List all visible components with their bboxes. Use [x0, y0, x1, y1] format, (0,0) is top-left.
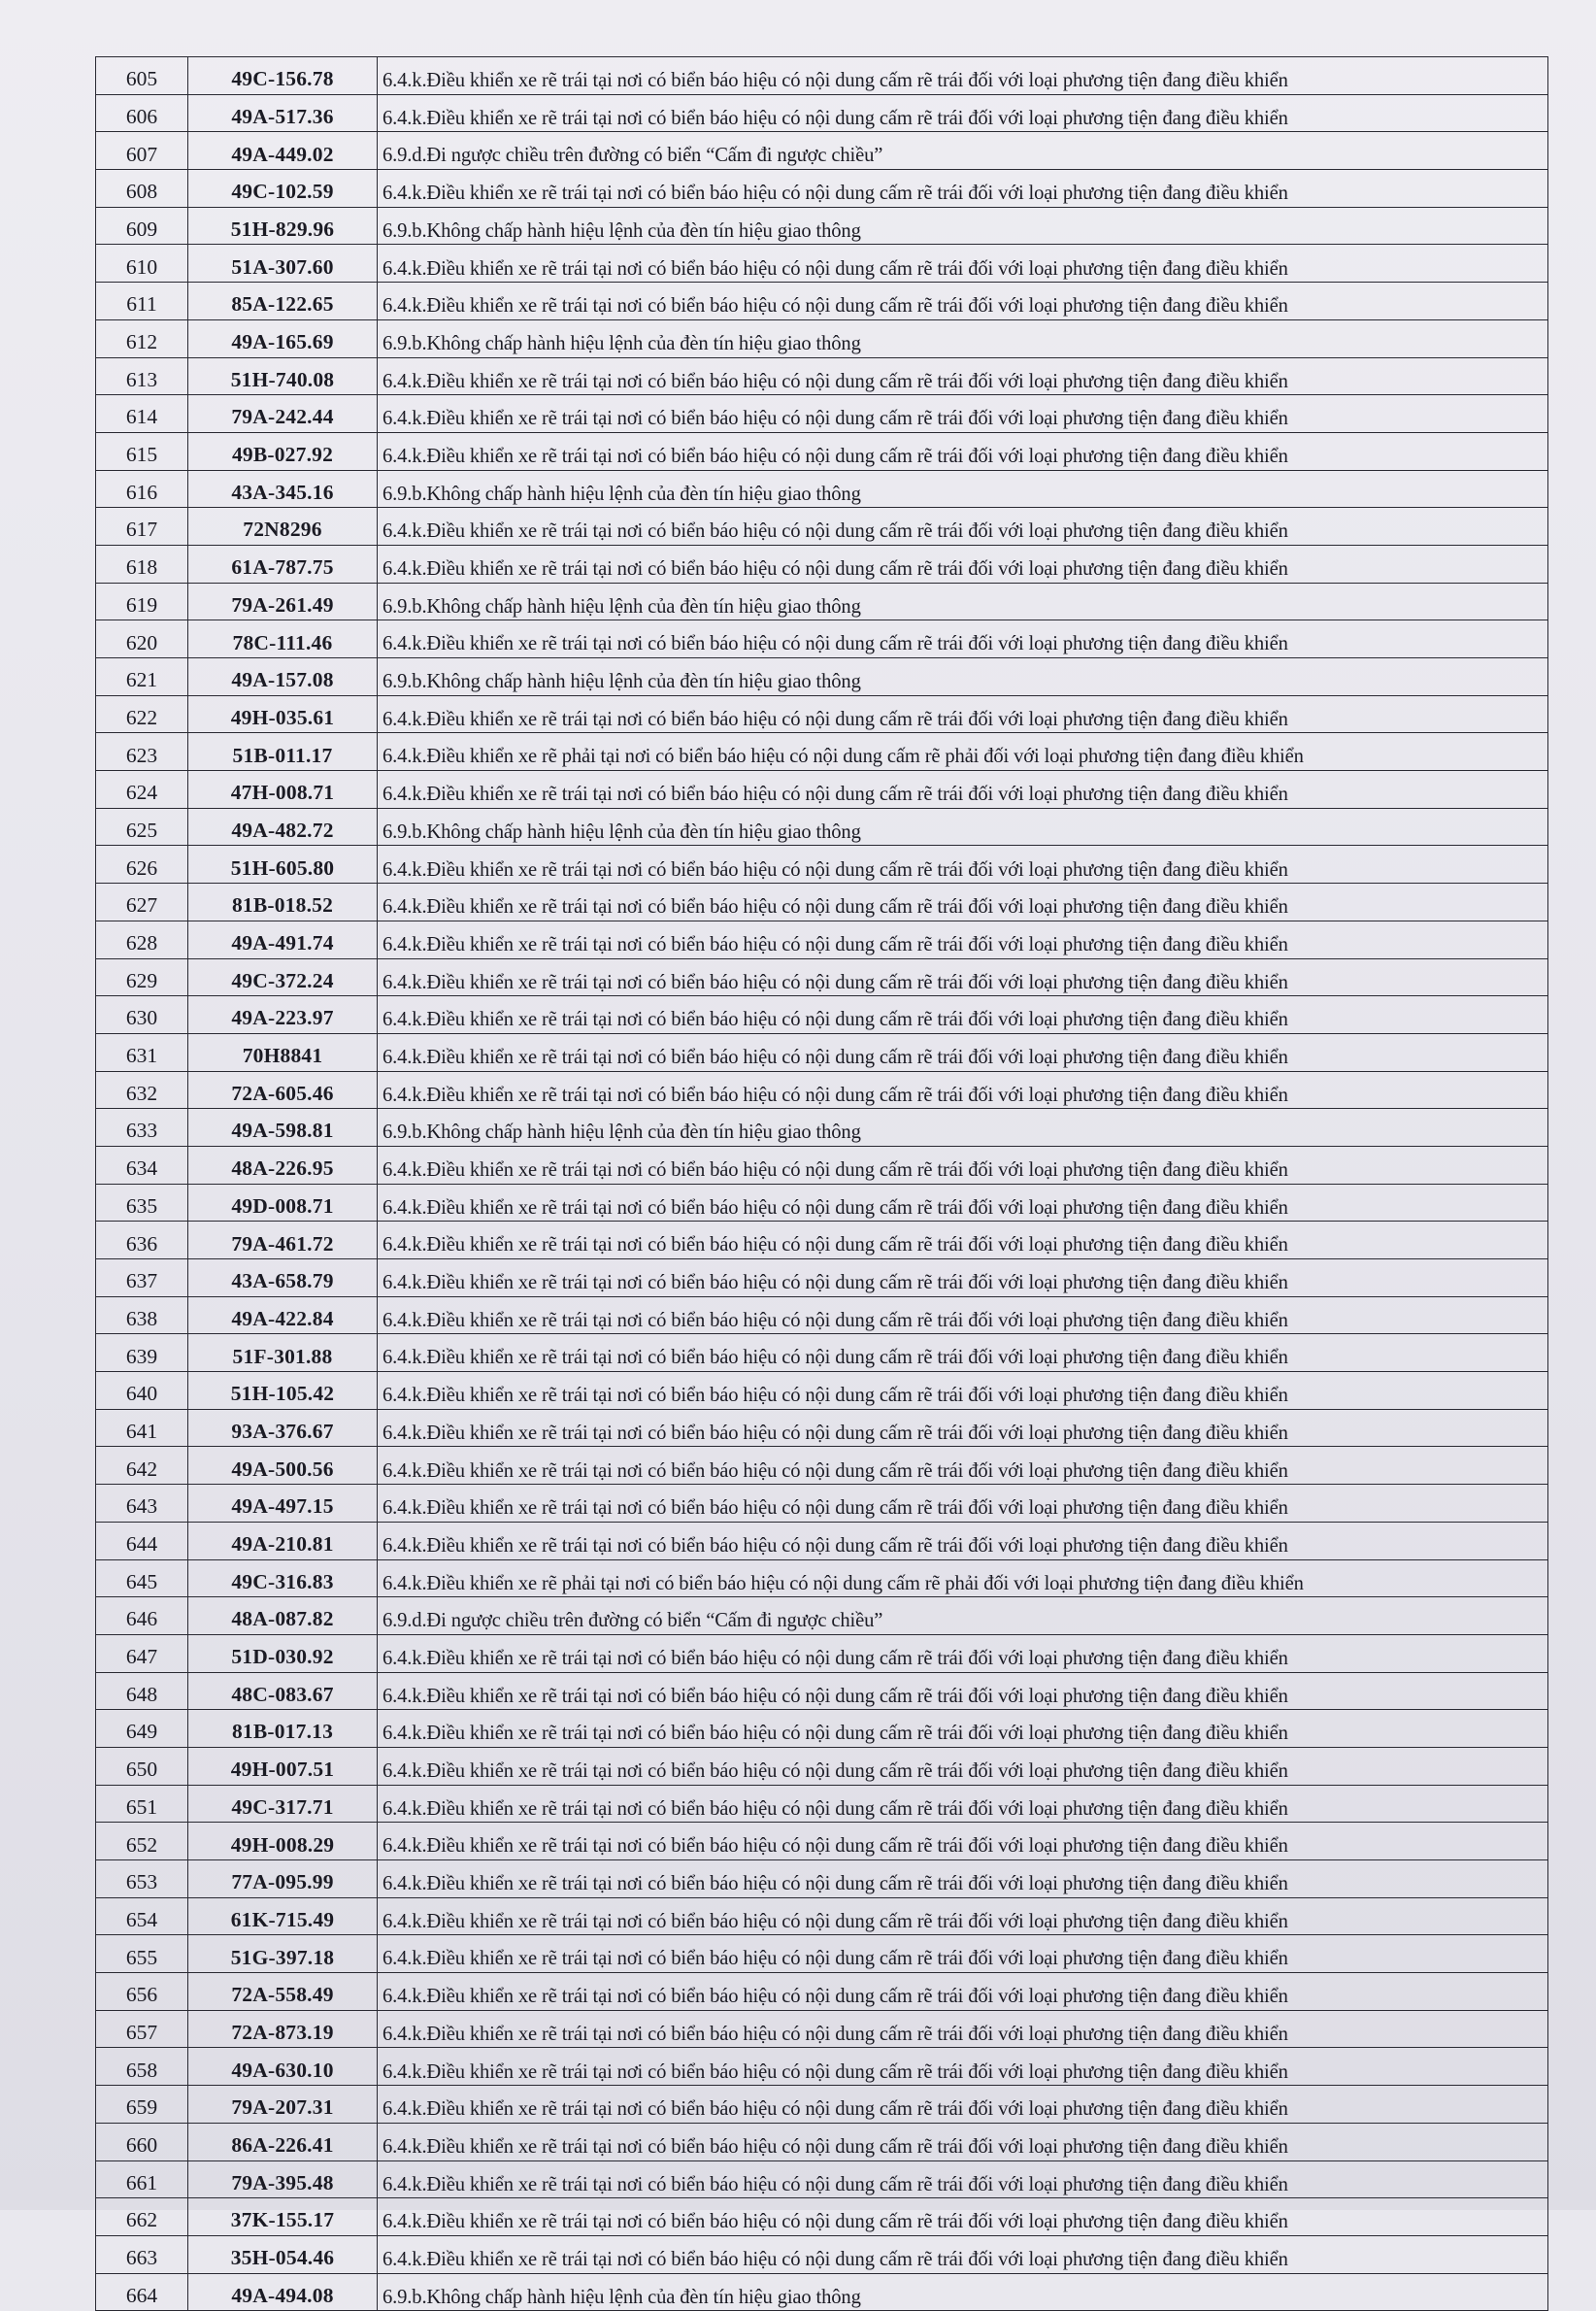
row-number-cell: 650	[96, 1747, 188, 1785]
table-row	[96, 808, 1548, 846]
license-plate-cell: 49A-223.97	[188, 996, 378, 1034]
row-number-cell: 654	[96, 1897, 188, 1935]
license-plate-cell: 79A-207.31	[188, 2086, 378, 2124]
table-row	[96, 170, 1548, 208]
row-number-cell: 636	[96, 1222, 188, 1259]
row-number-cell: 634	[96, 1146, 188, 1184]
table-row	[96, 1860, 1548, 1898]
violation-description-cell: 6.4.k.Điều khiển xe rẽ trái tại nơi có biển báo hiệu có nội dung cấm rẽ trái đối với loại phương tiện đang điều khiển	[378, 884, 1548, 921]
row-number-cell: 644	[96, 1522, 188, 1559]
table-row	[96, 695, 1548, 733]
table-row	[96, 1823, 1548, 1860]
violation-description-cell: 6.4.k.Điều khiển xe rẽ trái tại nơi có biển báo hiệu có nội dung cấm rẽ trái đối với loại phương tiện đang điều khiển	[378, 771, 1548, 809]
row-number-cell: 631	[96, 1033, 188, 1071]
violation-description-cell: 6.4.k.Điều khiển xe rẽ trái tại nơi có biển báo hiệu có nội dung cấm rẽ trái đối với loại phương tiện đang điều khiển	[378, 921, 1548, 958]
license-plate-cell: 49A-422.84	[188, 1296, 378, 1334]
license-plate-cell: 49A-449.02	[188, 132, 378, 170]
table-row	[96, 1372, 1548, 1410]
license-plate-cell: 72A-605.46	[188, 1071, 378, 1109]
license-plate-cell: 51F-301.88	[188, 1334, 378, 1372]
row-number-cell: 649	[96, 1710, 188, 1748]
license-plate-cell: 49A-500.56	[188, 1447, 378, 1485]
violation-description-cell: 6.4.k.Điều khiển xe rẽ trái tại nơi có biển báo hiệu có nội dung cấm rẽ trái đối với loại phương tiện đang điều khiển	[378, 283, 1548, 320]
row-number-cell: 627	[96, 884, 188, 921]
row-number-cell: 664	[96, 2273, 188, 2311]
table-row	[96, 2235, 1548, 2273]
table-row	[96, 1033, 1548, 1071]
license-plate-cell: 49H-008.29	[188, 1823, 378, 1860]
table-row	[96, 1184, 1548, 1222]
violation-description-cell: 6.4.k.Điều khiển xe rẽ trái tại nơi có biển báo hiệu có nội dung cấm rẽ trái đối với loại phương tiện đang điều khiển	[378, 1860, 1548, 1898]
violation-description-cell: 6.4.k.Điều khiển xe rẽ trái tại nơi có biển báo hiệu có nội dung cấm rẽ trái đối với loại phương tiện đang điều khiển	[378, 1184, 1548, 1222]
row-number-cell: 618	[96, 545, 188, 583]
row-number-cell: 632	[96, 1071, 188, 1109]
table-row	[96, 1485, 1548, 1523]
row-number-cell: 642	[96, 1447, 188, 1485]
violation-description-cell: 6.9.d.Đi ngược chiều trên đường có biển “Cấm đi ngược chiều”	[378, 1597, 1548, 1635]
table-row	[96, 1522, 1548, 1559]
row-number-cell: 617	[96, 508, 188, 546]
license-plate-cell: 49C-156.78	[188, 57, 378, 95]
license-plate-cell: 51D-030.92	[188, 1634, 378, 1672]
row-number-cell: 663	[96, 2235, 188, 2273]
license-plate-cell: 48C-083.67	[188, 1672, 378, 1710]
license-plate-cell: 72A-558.49	[188, 1973, 378, 2011]
table-row	[96, 583, 1548, 620]
license-plate-cell: 72A-873.19	[188, 2010, 378, 2048]
table-row	[96, 207, 1548, 245]
table-row	[96, 620, 1548, 658]
row-number-cell: 635	[96, 1184, 188, 1222]
violation-description-cell: 6.4.k.Điều khiển xe rẽ trái tại nơi có biển báo hiệu có nội dung cấm rẽ trái đối với loại phương tiện đang điều khiển	[378, 2198, 1548, 2236]
row-number-cell: 607	[96, 132, 188, 170]
table-row	[96, 1634, 1548, 1672]
violation-description-cell: 6.4.k.Điều khiển xe rẽ trái tại nơi có biển báo hiệu có nội dung cấm rẽ trái đối với loại phương tiện đang điều khiển	[378, 2086, 1548, 2124]
violation-description-cell: 6.4.k.Điều khiển xe rẽ phải tại nơi có biển báo hiệu có nội dung cấm rẽ phải đối với loại phương tiện đang điều khiển	[378, 733, 1548, 771]
violation-description-cell: 6.4.k.Điều khiển xe rẽ trái tại nơi có biển báo hiệu có nội dung cấm rẽ trái đối với loại phương tiện đang điều khiển	[378, 1146, 1548, 1184]
license-plate-cell: 49A-157.08	[188, 658, 378, 696]
license-plate-cell: 51G-397.18	[188, 1935, 378, 1973]
row-number-cell: 662	[96, 2198, 188, 2236]
table-row	[96, 2123, 1548, 2160]
row-number-cell: 657	[96, 2010, 188, 2048]
license-plate-cell: 43A-658.79	[188, 1259, 378, 1297]
table-row	[96, 1935, 1548, 1973]
violation-description-cell: 6.9.d.Đi ngược chiều trên đường có biển “Cấm đi ngược chiều”	[378, 132, 1548, 170]
violation-description-cell: 6.9.b.Không chấp hành hiệu lệnh của đèn tín hiệu giao thông	[378, 319, 1548, 357]
license-plate-cell: 49A-630.10	[188, 2048, 378, 2086]
violation-description-cell: 6.9.b.Không chấp hành hiệu lệnh của đèn tín hiệu giao thông	[378, 808, 1548, 846]
violation-description-cell: 6.4.k.Điều khiển xe rẽ trái tại nơi có biển báo hiệu có nội dung cấm rẽ trái đối với loại phương tiện đang điều khiển	[378, 245, 1548, 283]
license-plate-cell: 61K-715.49	[188, 1897, 378, 1935]
row-number-cell: 613	[96, 357, 188, 395]
violation-description-cell: 6.4.k.Điều khiển xe rẽ trái tại nơi có biển báo hiệu có nội dung cấm rẽ trái đối với loại phương tiện đang điều khiển	[378, 2048, 1548, 2086]
license-plate-cell: 48A-226.95	[188, 1146, 378, 1184]
table-row	[96, 1071, 1548, 1109]
license-plate-cell: 49A-497.15	[188, 1485, 378, 1523]
violation-description-cell: 6.4.k.Điều khiển xe rẽ trái tại nơi có biển báo hiệu có nội dung cấm rẽ trái đối với loại phương tiện đang điều khiển	[378, 2160, 1548, 2198]
license-plate-cell: 49A-210.81	[188, 1522, 378, 1559]
license-plate-cell: 81B-017.13	[188, 1710, 378, 1748]
violation-description-cell: 6.4.k.Điều khiển xe rẽ trái tại nơi có biển báo hiệu có nội dung cấm rẽ trái đối với loại phương tiện đang điều khiển	[378, 57, 1548, 95]
table-row	[96, 1146, 1548, 1184]
license-plate-cell: 49H-007.51	[188, 1747, 378, 1785]
row-number-cell: 645	[96, 1559, 188, 1597]
table-row	[96, 470, 1548, 508]
license-plate-cell: 49A-491.74	[188, 921, 378, 958]
license-plate-cell: 93A-376.67	[188, 1409, 378, 1447]
violation-description-cell: 6.4.k.Điều khiển xe rẽ trái tại nơi có biển báo hiệu có nội dung cấm rẽ trái đối với loại phương tiện đang điều khiển	[378, 1259, 1548, 1297]
violations-table-body	[96, 57, 1548, 2311]
violation-description-cell: 6.4.k.Điều khiển xe rẽ trái tại nơi có biển báo hiệu có nội dung cấm rẽ trái đối với loại phương tiện đang điều khiển	[378, 1447, 1548, 1485]
license-plate-cell: 61A-787.75	[188, 545, 378, 583]
violations-table	[95, 56, 1548, 2311]
table-row	[96, 1259, 1548, 1297]
table-row	[96, 2048, 1548, 2086]
license-plate-cell: 77A-095.99	[188, 1860, 378, 1898]
violation-description-cell: 6.4.k.Điều khiển xe rẽ trái tại nơi có biển báo hiệu có nội dung cấm rẽ trái đối với loại phương tiện đang điều khiển	[378, 1296, 1548, 1334]
row-number-cell: 620	[96, 620, 188, 658]
row-number-cell: 615	[96, 432, 188, 470]
table-row	[96, 283, 1548, 320]
license-plate-cell: 49A-165.69	[188, 319, 378, 357]
violation-description-cell: 6.9.b.Không chấp hành hiệu lệnh của đèn tín hiệu giao thông	[378, 1109, 1548, 1147]
violation-description-cell: 6.4.k.Điều khiển xe rẽ trái tại nơi có biển báo hiệu có nội dung cấm rẽ trái đối với loại phương tiện đang điều khiển	[378, 94, 1548, 132]
violation-description-cell: 6.4.k.Điều khiển xe rẽ trái tại nơi có biển báo hiệu có nội dung cấm rẽ trái đối với loại phương tiện đang điều khiển	[378, 1485, 1548, 1523]
row-number-cell: 661	[96, 2160, 188, 2198]
table-row	[96, 2086, 1548, 2124]
row-number-cell: 643	[96, 1485, 188, 1523]
violation-description-cell: 6.4.k.Điều khiển xe rẽ trái tại nơi có biển báo hiệu có nội dung cấm rẽ trái đối với loại phương tiện đang điều khiển	[378, 1409, 1548, 1447]
table-row	[96, 357, 1548, 395]
violations-table-container	[95, 56, 1547, 2311]
license-plate-cell: 49B-027.92	[188, 432, 378, 470]
table-row	[96, 545, 1548, 583]
table-row	[96, 1409, 1548, 1447]
table-row	[96, 1597, 1548, 1635]
table-row	[96, 2273, 1548, 2311]
license-plate-cell: 79A-461.72	[188, 1222, 378, 1259]
row-number-cell: 625	[96, 808, 188, 846]
table-row	[96, 658, 1548, 696]
row-number-cell: 621	[96, 658, 188, 696]
table-row	[96, 2160, 1548, 2198]
row-number-cell: 622	[96, 695, 188, 733]
violation-description-cell: 6.4.k.Điều khiển xe rẽ trái tại nơi có biển báo hiệu có nội dung cấm rẽ trái đối với loại phương tiện đang điều khiển	[378, 508, 1548, 546]
license-plate-cell: 86A-226.41	[188, 2123, 378, 2160]
row-number-cell: 614	[96, 395, 188, 433]
row-number-cell: 637	[96, 1259, 188, 1297]
row-number-cell: 611	[96, 283, 188, 320]
license-plate-cell: 81B-018.52	[188, 884, 378, 921]
row-number-cell: 619	[96, 583, 188, 620]
table-row	[96, 1559, 1548, 1597]
table-row	[96, 958, 1548, 996]
violation-description-cell: 6.4.k.Điều khiển xe rẽ trái tại nơi có biển báo hiệu có nội dung cấm rẽ trái đối với loại phương tiện đang điều khiển	[378, 2123, 1548, 2160]
table-row	[96, 1222, 1548, 1259]
table-row	[96, 1897, 1548, 1935]
license-plate-cell: 49A-494.08	[188, 2273, 378, 2311]
table-row	[96, 132, 1548, 170]
violation-description-cell: 6.4.k.Điều khiển xe rẽ trái tại nơi có biển báo hiệu có nội dung cấm rẽ trái đối với loại phương tiện đang điều khiển	[378, 1522, 1548, 1559]
row-number-cell: 633	[96, 1109, 188, 1147]
table-row	[96, 1747, 1548, 1785]
license-plate-cell: 79A-242.44	[188, 395, 378, 433]
row-number-cell: 612	[96, 319, 188, 357]
row-number-cell: 638	[96, 1296, 188, 1334]
table-row	[96, 1334, 1548, 1372]
row-number-cell: 630	[96, 996, 188, 1034]
violation-description-cell: 6.4.k.Điều khiển xe rẽ trái tại nơi có biển báo hiệu có nội dung cấm rẽ trái đối với loại phương tiện đang điều khiển	[378, 1747, 1548, 1785]
violation-description-cell: 6.4.k.Điều khiển xe rẽ trái tại nơi có biển báo hiệu có nội dung cấm rẽ trái đối với loại phương tiện đang điều khiển	[378, 958, 1548, 996]
license-plate-cell: 78C-111.46	[188, 620, 378, 658]
violation-description-cell: 6.4.k.Điều khiển xe rẽ trái tại nơi có biển báo hiệu có nội dung cấm rẽ trái đối với loại phương tiện đang điều khiển	[378, 1935, 1548, 1973]
row-number-cell: 628	[96, 921, 188, 958]
violation-description-cell: 6.9.b.Không chấp hành hiệu lệnh của đèn tín hiệu giao thông	[378, 658, 1548, 696]
violation-description-cell: 6.9.b.Không chấp hành hiệu lệnh của đèn tín hiệu giao thông	[378, 207, 1548, 245]
table-row	[96, 2010, 1548, 2048]
row-number-cell: 648	[96, 1672, 188, 1710]
license-plate-cell: 48A-087.82	[188, 1597, 378, 1635]
table-row	[96, 319, 1548, 357]
license-plate-cell: 43A-345.16	[188, 470, 378, 508]
violation-description-cell: 6.4.k.Điều khiển xe rẽ trái tại nơi có biển báo hiệu có nội dung cấm rẽ trái đối với loại phương tiện đang điều khiển	[378, 846, 1548, 884]
table-row	[96, 996, 1548, 1034]
table-row	[96, 1710, 1548, 1748]
license-plate-cell: 49H-035.61	[188, 695, 378, 733]
violation-description-cell: 6.4.k.Điều khiển xe rẽ trái tại nơi có biển báo hiệu có nội dung cấm rẽ trái đối với loại phương tiện đang điều khiển	[378, 357, 1548, 395]
row-number-cell: 624	[96, 771, 188, 809]
violation-description-cell: 6.4.k.Điều khiển xe rẽ trái tại nơi có biển báo hiệu có nội dung cấm rẽ trái đối với loại phương tiện đang điều khiển	[378, 1710, 1548, 1748]
license-plate-cell: 51H-829.96	[188, 207, 378, 245]
violation-description-cell: 6.4.k.Điều khiển xe rẽ trái tại nơi có biển báo hiệu có nội dung cấm rẽ trái đối với loại phương tiện đang điều khiển	[378, 1785, 1548, 1823]
license-plate-cell: 79A-395.48	[188, 2160, 378, 2198]
table-row	[96, 1447, 1548, 1485]
row-number-cell: 640	[96, 1372, 188, 1410]
row-number-cell: 610	[96, 245, 188, 283]
table-row	[96, 1296, 1548, 1334]
row-number-cell: 609	[96, 207, 188, 245]
table-row	[96, 508, 1548, 546]
license-plate-cell: 72N8296	[188, 508, 378, 546]
violation-description-cell: 6.4.k.Điều khiển xe rẽ trái tại nơi có biển báo hiệu có nội dung cấm rẽ trái đối với loại phương tiện đang điều khiển	[378, 2235, 1548, 2273]
row-number-cell: 616	[96, 470, 188, 508]
row-number-cell: 647	[96, 1634, 188, 1672]
violation-description-cell: 6.4.k.Điều khiển xe rẽ trái tại nơi có biển báo hiệu có nội dung cấm rẽ trái đối với loại phương tiện đang điều khiển	[378, 695, 1548, 733]
license-plate-cell: 51B-011.17	[188, 733, 378, 771]
violation-description-cell: 6.4.k.Điều khiển xe rẽ trái tại nơi có biển báo hiệu có nội dung cấm rẽ trái đối với loại phương tiện đang điều khiển	[378, 1334, 1548, 1372]
license-plate-cell: 51A-307.60	[188, 245, 378, 283]
row-number-cell: 656	[96, 1973, 188, 2011]
violation-description-cell: 6.4.k.Điều khiển xe rẽ trái tại nơi có biển báo hiệu có nội dung cấm rẽ trái đối với loại phương tiện đang điều khiển	[378, 1222, 1548, 1259]
license-plate-cell: 35H-054.46	[188, 2235, 378, 2273]
row-number-cell: 653	[96, 1860, 188, 1898]
license-plate-cell: 49C-372.24	[188, 958, 378, 996]
table-row	[96, 1109, 1548, 1147]
license-plate-cell: 49A-482.72	[188, 808, 378, 846]
license-plate-cell: 49D-008.71	[188, 1184, 378, 1222]
license-plate-cell: 70H8841	[188, 1033, 378, 1071]
violation-description-cell: 6.9.b.Không chấp hành hiệu lệnh của đèn tín hiệu giao thông	[378, 470, 1548, 508]
row-number-cell: 606	[96, 94, 188, 132]
license-plate-cell: 47H-008.71	[188, 771, 378, 809]
table-row	[96, 57, 1548, 95]
violation-description-cell: 6.4.k.Điều khiển xe rẽ trái tại nơi có biển báo hiệu có nội dung cấm rẽ trái đối với loại phương tiện đang điều khiển	[378, 1823, 1548, 1860]
violation-description-cell: 6.4.k.Điều khiển xe rẽ trái tại nơi có biển báo hiệu có nội dung cấm rẽ trái đối với loại phương tiện đang điều khiển	[378, 1071, 1548, 1109]
table-row	[96, 884, 1548, 921]
table-row	[96, 1785, 1548, 1823]
violation-description-cell: 6.4.k.Điều khiển xe rẽ trái tại nơi có biển báo hiệu có nội dung cấm rẽ trái đối với loại phương tiện đang điều khiển	[378, 2010, 1548, 2048]
row-number-cell: 658	[96, 2048, 188, 2086]
license-plate-cell: 51H-605.80	[188, 846, 378, 884]
row-number-cell: 652	[96, 1823, 188, 1860]
row-number-cell: 639	[96, 1334, 188, 1372]
violation-description-cell: 6.4.k.Điều khiển xe rẽ trái tại nơi có biển báo hiệu có nội dung cấm rẽ trái đối với loại phương tiện đang điều khiển	[378, 620, 1548, 658]
violation-description-cell: 6.9.b.Không chấp hành hiệu lệnh của đèn tín hiệu giao thông	[378, 2273, 1548, 2311]
violation-description-cell: 6.4.k.Điều khiển xe rẽ trái tại nơi có biển báo hiệu có nội dung cấm rẽ trái đối với loại phương tiện đang điều khiển	[378, 996, 1548, 1034]
violation-description-cell: 6.4.k.Điều khiển xe rẽ trái tại nơi có biển báo hiệu có nội dung cấm rẽ trái đối với loại phương tiện đang điều khiển	[378, 1672, 1548, 1710]
table-row	[96, 771, 1548, 809]
table-row	[96, 1973, 1548, 2011]
license-plate-cell: 49C-316.83	[188, 1559, 378, 1597]
table-row	[96, 245, 1548, 283]
license-plate-cell: 49C-317.71	[188, 1785, 378, 1823]
row-number-cell: 608	[96, 170, 188, 208]
table-row	[96, 94, 1548, 132]
violation-description-cell: 6.4.k.Điều khiển xe rẽ trái tại nơi có biển báo hiệu có nội dung cấm rẽ trái đối với loại phương tiện đang điều khiển	[378, 1973, 1548, 2011]
violation-description-cell: 6.4.k.Điều khiển xe rẽ trái tại nơi có biển báo hiệu có nội dung cấm rẽ trái đối với loại phương tiện đang điều khiển	[378, 1033, 1548, 1071]
violation-description-cell: 6.4.k.Điều khiển xe rẽ trái tại nơi có biển báo hiệu có nội dung cấm rẽ trái đối với loại phương tiện đang điều khiển	[378, 432, 1548, 470]
table-row	[96, 395, 1548, 433]
violation-description-cell: 6.4.k.Điều khiển xe rẽ trái tại nơi có biển báo hiệu có nội dung cấm rẽ trái đối với loại phương tiện đang điều khiển	[378, 395, 1548, 433]
license-plate-cell: 37K-155.17	[188, 2198, 378, 2236]
violation-description-cell: 6.4.k.Điều khiển xe rẽ trái tại nơi có biển báo hiệu có nội dung cấm rẽ trái đối với loại phương tiện đang điều khiển	[378, 1897, 1548, 1935]
row-number-cell: 660	[96, 2123, 188, 2160]
license-plate-cell: 49A-598.81	[188, 1109, 378, 1147]
table-row	[96, 2198, 1548, 2236]
table-row	[96, 733, 1548, 771]
row-number-cell: 659	[96, 2086, 188, 2124]
violation-description-cell: 6.4.k.Điều khiển xe rẽ trái tại nơi có biển báo hiệu có nội dung cấm rẽ trái đối với loại phương tiện đang điều khiển	[378, 1372, 1548, 1410]
license-plate-cell: 51H-740.08	[188, 357, 378, 395]
row-number-cell: 623	[96, 733, 188, 771]
license-plate-cell: 49A-517.36	[188, 94, 378, 132]
violation-description-cell: 6.4.k.Điều khiển xe rẽ trái tại nơi có biển báo hiệu có nội dung cấm rẽ trái đối với loại phương tiện đang điều khiển	[378, 545, 1548, 583]
violation-description-cell: 6.4.k.Điều khiển xe rẽ phải tại nơi có biển báo hiệu có nội dung cấm rẽ phải đối với loại phương tiện đang điều khiển	[378, 1559, 1548, 1597]
table-row	[96, 1672, 1548, 1710]
row-number-cell: 605	[96, 57, 188, 95]
row-number-cell: 646	[96, 1597, 188, 1635]
license-plate-cell: 49C-102.59	[188, 170, 378, 208]
row-number-cell: 655	[96, 1935, 188, 1973]
violation-description-cell: 6.4.k.Điều khiển xe rẽ trái tại nơi có biển báo hiệu có nội dung cấm rẽ trái đối với loại phương tiện đang điều khiển	[378, 1634, 1548, 1672]
row-number-cell: 641	[96, 1409, 188, 1447]
violation-description-cell: 6.4.k.Điều khiển xe rẽ trái tại nơi có biển báo hiệu có nội dung cấm rẽ trái đối với loại phương tiện đang điều khiển	[378, 170, 1548, 208]
row-number-cell: 651	[96, 1785, 188, 1823]
row-number-cell: 629	[96, 958, 188, 996]
table-row	[96, 432, 1548, 470]
license-plate-cell: 85A-122.65	[188, 283, 378, 320]
table-row	[96, 846, 1548, 884]
table-row	[96, 921, 1548, 958]
license-plate-cell: 79A-261.49	[188, 583, 378, 620]
violation-description-cell: 6.9.b.Không chấp hành hiệu lệnh của đèn tín hiệu giao thông	[378, 583, 1548, 620]
license-plate-cell: 51H-105.42	[188, 1372, 378, 1410]
row-number-cell: 626	[96, 846, 188, 884]
